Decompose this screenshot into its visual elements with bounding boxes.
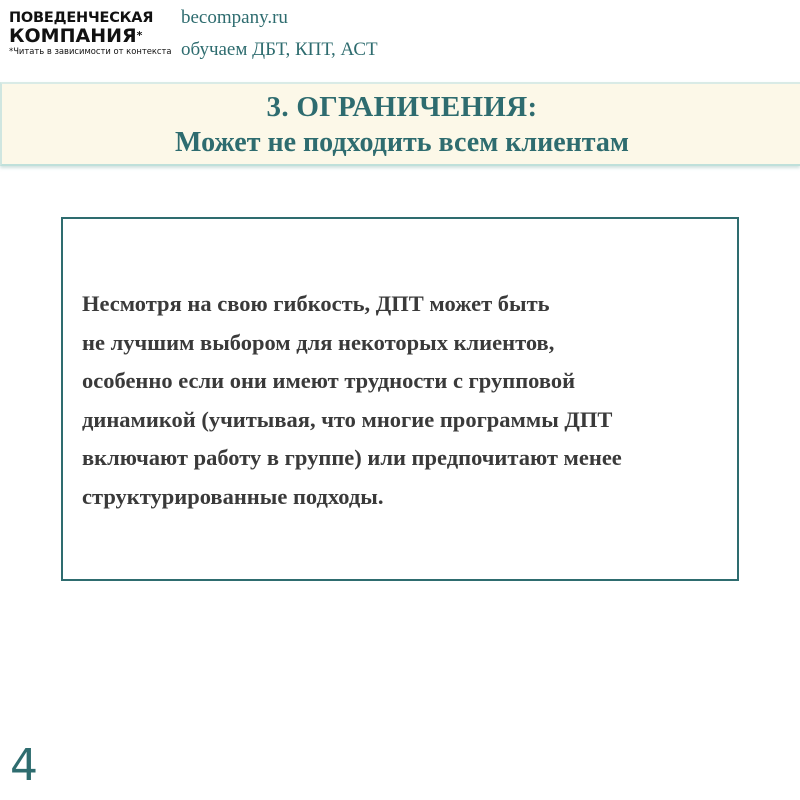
logo-line2 — [9, 26, 165, 46]
site-url-link[interactable]: becompany.ru — [181, 7, 288, 28]
site-info — [181, 6, 378, 62]
content-line: особенно если они имеют трудности с групповой — [82, 368, 576, 393]
logo-line1: ПОВЕДЕНЧЕСКАЯ — [9, 10, 154, 26]
section-title: 3. ОГРАНИЧЕНИЯ: — [266, 91, 538, 123]
content-text — [82, 285, 732, 516]
content-line: включают работу в группе) или предпочитают менее — [82, 445, 622, 470]
site-tagline: обучаем ДБТ, КПТ, АСТ — [181, 39, 378, 60]
company-logo — [9, 10, 172, 56]
section-banner — [0, 82, 800, 166]
page-number: 4 — [10, 740, 38, 791]
content-line: не лучшим выбором для некоторых клиентов, — [82, 329, 555, 355]
logo-star-mark: * — [136, 29, 143, 42]
content-line: динамикой (учитывая, что многие программы ДПТ — [82, 406, 613, 432]
logo-tagline: *Читать в зависимости от контекста — [9, 46, 172, 56]
content-line: структурированные подходы. — [82, 483, 384, 509]
content-line: Несмотря на свою гибкость, ДПТ может быть — [82, 291, 550, 316]
section-subtitle: Может не подходить всем клиентам — [175, 127, 629, 158]
logo-line2-text: КОМПАНИЯ — [9, 25, 137, 47]
content-card — [61, 217, 739, 581]
